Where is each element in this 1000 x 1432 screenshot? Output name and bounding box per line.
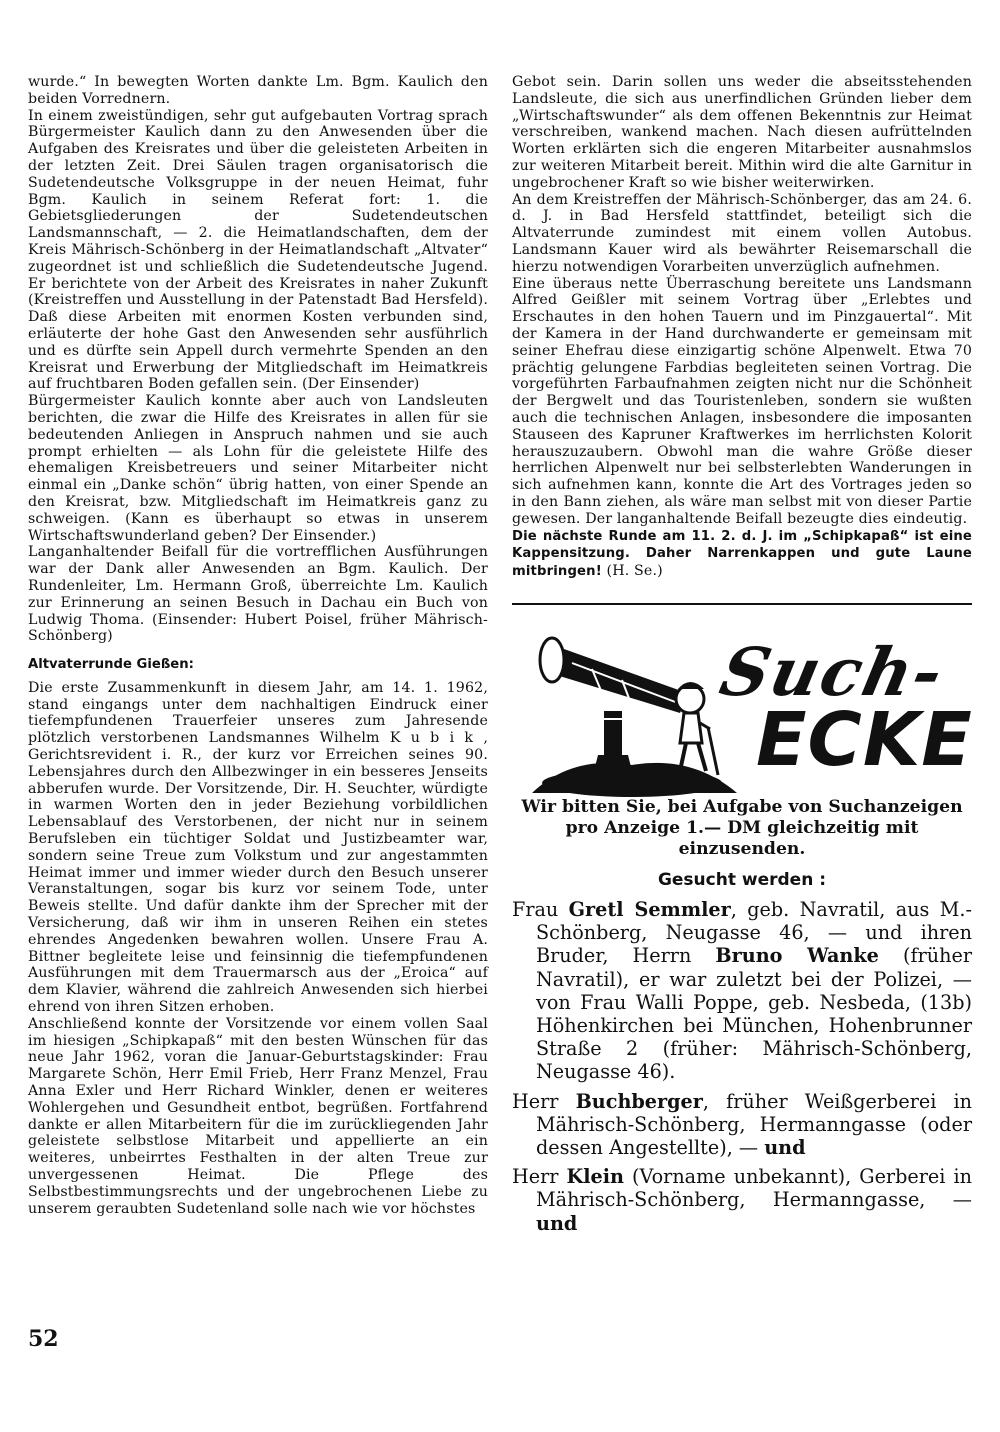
entry-prefix: Frau [512,897,569,921]
entry-name: Bruno Wanke [715,944,879,968]
entry-text: , früher Weißgerberei in Mährisch-Schönberg, Hermanngasse (oder dessen Angestellte), — [536,1089,972,1159]
announcement-bold: Die nächste Runde am 11. 2. d. J. im „Schipkapaß“ ist eine Kappensitzung. Daher Narrenkappen und gute Laune mitbringen! [512,528,972,580]
article-paragraph: Anschließend konnte der Vorsitzende vor einem vollen Saal im hiesigen „Schipkapaß“ mit den besten Wünschen für das neue Jahr 1962, voran die Januar-Geburtstagskinder: Frau Margarete Schön, Herr Emil Frieb, Herr Franz Menzel, Frau Anna Exler und Herr Richard Winkler, denen er weiteres Wohlergehen und Gesundheit entbot, begrüßen. Fortfahrend dankte er allen Mitarbeitern für die im zurückliegenden Jahr geleistete selbstlose Mitarbeit und appellierte an ein weiteres, unbeirrtes Festhalten in der alten Treue zur unvergessenen Heimat. Die Pflege des Selbstbestimmungsrechts und der ungebrochenen Liebe zu unserem geraubten Sudetenland solle nach wie vor höchstes [28,1015,488,1217]
article-paragraph: Langanhaltender Beifall für die vortrefflichen Ausführungen war der Dank aller Anwesenden an Bgm. Kaulich. Der Rundenleiter, Lm. Hermann Groß, überreichte Lm. Kaulich zur Erinnerung an seinen Besuch in Dachau ein Buch von Ludwig Thoma. (Einsender: Hubert Poisel, früher Mährisch-Schönberg) [28,544,488,645]
article-paragraph: Eine überaus nette Überraschung bereitete uns Landsmann Alfred Geißler mit seinem Vortrag über „Erlebtes und Erschautes in den hohen Tauern und im Pinzgauertal“. Mit der Kamera in der Hand durchwanderte er gemeinsam mit seiner Ehefrau diese einzigartig schöne Alpenwelt. Etwa 70 prächtig gelungene Farbdias begleiteten seinen Vortrag. Die vorgeführten Farbaufnahmen zeigten nicht nur die Schönheit der Bergwelt und das Touristenleben, sondern sie wußten auch die technischen Anlagen, insbesondere die imposanten Stauseen des Kapruner Kraftwerkes im herrlichsten Kolorit herauszuzaubern. Obwohl man die wahre Größe dieser herrlichen Alpenwelt nur bei selbsterlebten Wanderungen in sich aufnehmen kann, konnte die Art des Vortrages jeden so in den Bann ziehen, als wäre man selbst mit von dieser Partie gewesen. Der langanhaltende Beifall bezeugte dies eindeutig. [512,275,972,527]
article-paragraph: An dem Kreistreffen der Mährisch-Schönberger, das am 24. 6. d. J. in Bad Hersfeld stattfindet, beteiligt sich die Altvaterrunde zumindest mit einem vollen Autobus. Landsmann Kauer wird als bewährter Reisemarschall die hierzu notwendigen Vorarbeiten unverzüglich aufnehmen. [512,191,972,275]
article-paragraph: Gebot sein. Darin sollen uns weder die abseitsstehenden Landsleute, die sich aus unerfindlichen Gründen lieber dem „Wirtschaftswunder“ als dem offenen Bekenntnis zur Heimat verschreiben, wankend machen. Nach diesen aufrüttelnden Worten erklärten sich die engeren Mitarbeiter ausnahmslos zur weiteren Mitarbeit bereit. Mithin wird die alte Garnitur in ungebrochener Kraft so wie bisher weiterwirken. [512,74,972,191]
entry-name: Buchberger [575,1089,703,1113]
entry-text: , geb. Navratil, aus M.-Schönberg, Neugasse 46, — und ihren Bruder, Herrn [536,897,972,968]
article-paragraph: wurde.“ In bewegten Worten dankte Lm. Bgm. Kaulich den beiden Vorrednern. [28,74,488,107]
search-entry [512,898,972,1084]
banner-script-text: Such- [713,632,952,711]
article-paragraph: Die erste Zusammenkunft in diesem Jahr, am 14. 1. 1962, stand eingangs unter dem nachhaltigen Eindruck einer tiefempfundenen Trauerfeier unseres zum Jahresende plötzlich verstorbenen Landsmannes Wilhelm K u b i k , Gerichtsrevident i. R., der kurz vor Erreichen seines 90. Lebensjahres durch den Allbezwinger in ein besseres Jenseits abberufen wurde. Der Vorsitzende, Dir. H. Seuchter, würdigte in warmen Worten den in jeder Beziehung vorbildlichen Lebensablauf des Verstorbenen, der nicht nur in seinem Berufsleben ein tüchtiger Soldat und Justizbeamter war, sondern seine Treue zum Volkstum und zur angestammten Heimat immer und immer wieder durch den Besuch unserer Veranstaltungen, sogar bis kurz vor seinem Tode, unter Beweis stellte. Und dafür dankte ihm der Sprecher mit der Versicherung, daß wir ihm in unseren Reihen ein stetes ehrendes Angedenken bewahren wollen. Unsere Frau A. Bittner begleitete leise und feinsinnig die tiefempfundenen Ausführungen mit dem Trauermarsch aus der „Eroica“ auf dem Klavier, während die zahlreich Anwesenden sich hierbei ehrend von ihren Sitzen erhoben. [28,679,488,1016]
entry-bold-tail: und [764,1135,806,1159]
announcement-signature: (H. Se.) [606,563,663,580]
section-heading: Altvaterrunde Gießen: [28,657,194,673]
left-column [28,74,488,1217]
divider [512,603,972,605]
entry-name: Gretl Semmler [568,897,731,921]
entry-name: Klein [566,1165,624,1189]
entry-text: (Vorname unbekannt), Gerberei in Mährisch-Schönberg, Hermanngasse, — [536,1165,972,1212]
search-entry [512,1165,972,1235]
page-number: 52 [28,1326,59,1352]
banner-title: ECKE [756,696,973,783]
announcement [512,528,972,581]
notice-text: Wir bitten Sie, bei Aufgabe von Suchanzeigen pro Anzeige 1.— DM gleichzeitig mit einzusenden. [521,796,963,859]
article-paragraph: In einem zweistündigen, sehr gut aufgebauten Vortrag sprach Bürgermeister Kaulich dann zu den Anwesenden über die Aufgaben des Kreisrates und über die geleisteten Arbeiten in der letzten Zeit. Drei Säulen tragen organisatorisch die Sudetendeutsche Volksgruppe in der neuen Heimat, fuhr Bgm. Kaulich in seinem Referat fort: 1. die Gebietsgliederungen der Sudetendeutschen Landsmannschaft, — 2. die Heimatlandschaften, dem der Kreis Mährisch-Schönberg in der Heimatlandschaft „Altvater“ zugeordnet ist und schließlich die Sudetendeutsche Jugend. Er berichtete von der Arbeit des Kreisrates in naher Zukunft (Kreistreffen und Ausstellung in der Patenstadt Bad Hersfeld). Daß diese Arbeiten mit enormen Kosten verbunden sind, erläuterte der hohe Gast den Anwesenden sehr ausführlich und es dürfte sein Appell durch vermehrte Spenden an den Kreisrat und Erwerbung der Mitgliedschaft im Heimatkreis auf fruchtbaren Boden gefallen sein. (Der Einsender) [28,107,488,393]
such-ecke-banner [512,615,972,797]
entry-bold-tail: und [536,1211,578,1235]
right-column [512,74,972,1241]
article-paragraph: Bürgermeister Kaulich konnte aber auch von Landsleuten berichten, die zwar die Hilfe des Kreisrates in allen für sie bedeutenden Anliegen in Anspruch nahmen und sie auch prompt erhielten — als Lohn für die geleistete Hilfe des ehemaligen Kreisbetreuers und seiner Mitarbeiter nicht einmal ein „Danke schön“ übrig hatten, von einer Spende an den Kreisrat, bzw. Mitgliedschaft im Heimatkreis ganz zu schweigen. (Kann es überhaupt so etwas in unserem Wirtschaftswunderland geben? Der Einsender.) [28,393,488,544]
entry-prefix: Herr [512,1089,576,1113]
entry-prefix: Herr [512,1165,567,1189]
search-entry [512,1090,972,1160]
search-heading: Gesucht werden : [657,869,827,890]
entry-text: (früher Navratil), er war zuletzt bei der Polizei, — von Frau Walli Poppe, geb. Nesbeda, (13b) Höhenkirchen bei München, Hohenbrunner Straße 2 (früher: Mährisch-Schönberg, Neugasse 46). [536,944,972,1084]
